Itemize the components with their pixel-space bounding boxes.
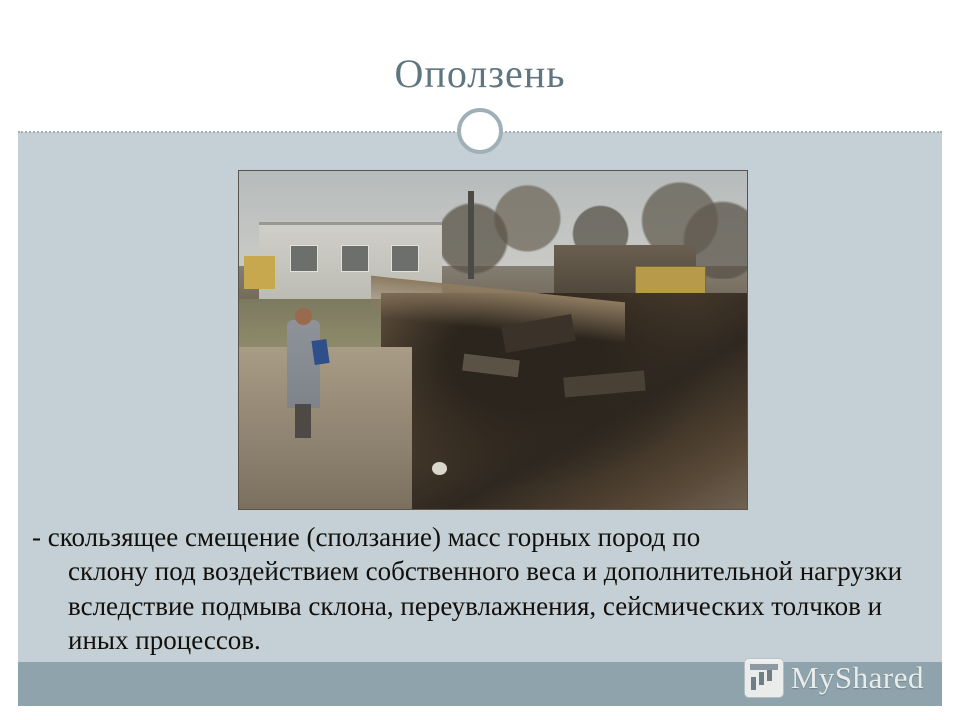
body-text-first-line: - скользящее смещение (сползание) масс горных пород по (32, 522, 701, 552)
photo-person-folder (311, 339, 329, 365)
landslide-photo-canvas (239, 171, 747, 509)
photo-yellow-structure (244, 256, 274, 290)
photo-person-head (295, 308, 312, 325)
slide-frame-bottom (0, 706, 960, 720)
slide-body-text (32, 520, 922, 657)
slide-frame-top (0, 0, 960, 14)
page-title: Оползень (394, 51, 566, 96)
body-text-continuation: склону под воздействием собственного веса и дополнительной нагрузки вследствие подмыва склона, переувлажнения, сейсмических толчков и иных процессов. (68, 556, 903, 655)
slide-frame-right (942, 0, 960, 720)
photo-foreground-ground (239, 347, 412, 509)
landslide-photo (238, 170, 748, 510)
photo-person-legs (295, 404, 311, 438)
photo-window (391, 245, 419, 272)
photo-crane-mast (468, 191, 474, 279)
presentation-icon (745, 659, 783, 697)
photo-yellow-shed-wall (635, 266, 706, 296)
photo-window (341, 245, 369, 272)
divider-circle-ornament (457, 108, 503, 154)
slide-frame-left (0, 0, 18, 720)
photo-window (290, 245, 318, 272)
watermark (745, 654, 924, 702)
watermark-label: MyShared (790, 660, 924, 695)
